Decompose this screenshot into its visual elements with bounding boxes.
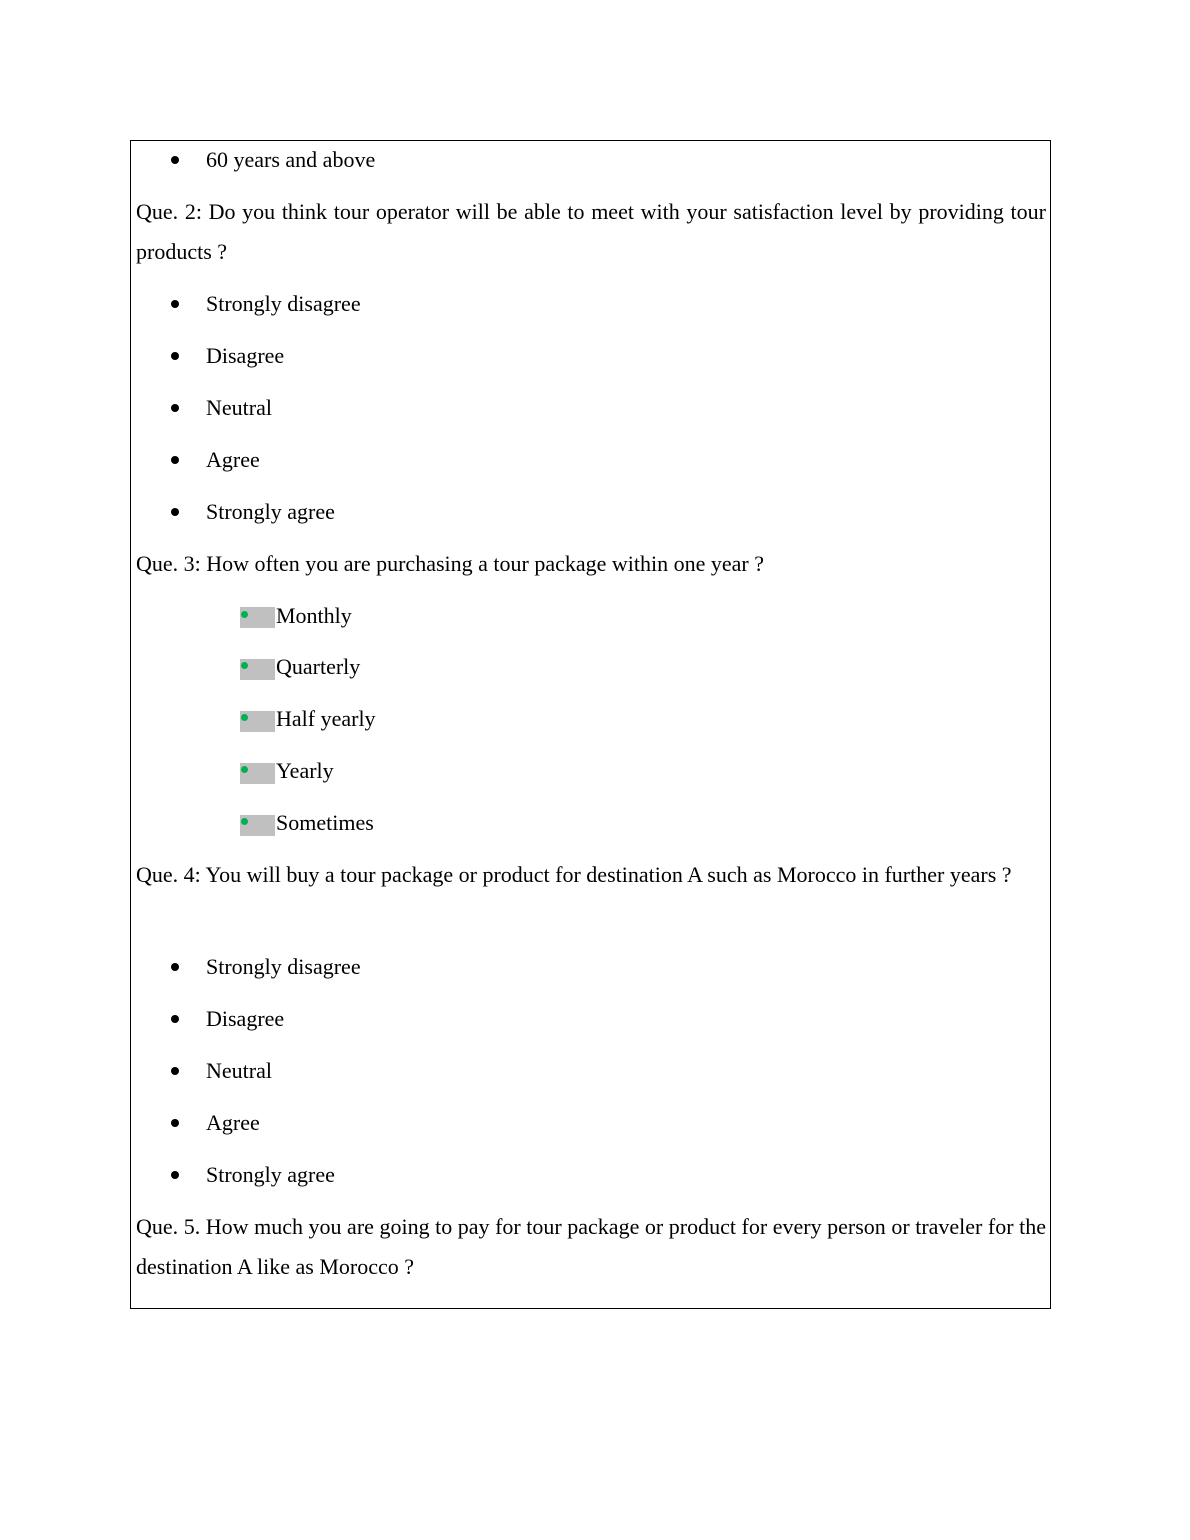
q4-option-strongly-agree: Strongly agree	[206, 1162, 335, 1187]
q3-option-yearly: Yearly	[276, 758, 334, 783]
q4-option-neutral: Neutral	[206, 1058, 272, 1083]
green-bullet-icon	[241, 766, 248, 773]
q2-option-agree: Agree	[206, 447, 260, 472]
bullet-dot-icon	[171, 352, 179, 360]
bullet-dot-icon	[171, 456, 179, 464]
q3-option-quarterly: Quarterly	[276, 654, 361, 679]
q4-option-strongly-disagree: Strongly disagree	[206, 954, 361, 979]
bullet-dot-icon	[171, 1119, 179, 1127]
q3-option-half-yearly: Half yearly	[276, 706, 376, 731]
bullet-dot-icon	[171, 508, 179, 516]
question-3-text: Que. 3: How often you are purchasing a tour package within one year ?	[136, 551, 764, 576]
q4-option-disagree: Disagree	[206, 1006, 285, 1031]
q2-option-strongly-agree: Strongly agree	[206, 499, 335, 524]
bullet-dot-icon	[171, 1171, 179, 1179]
bullet-dot-icon	[171, 404, 179, 412]
q4-option-agree: Agree	[206, 1110, 260, 1135]
q2-option-neutral: Neutral	[206, 395, 272, 420]
question-4-text: Que. 4: You will buy a tour package or product for destination A such as Morocco in further years ?	[136, 862, 1012, 887]
question-5-text: Que. 5. How much you are going to pay for tour package or product for every person or traveler for the destination A like as Morocco ?	[136, 1214, 1046, 1279]
bullet-dot-icon	[171, 1015, 179, 1023]
green-bullet-icon	[241, 662, 248, 669]
q3-option-monthly: Monthly	[276, 603, 352, 628]
bullet-dot-icon	[171, 300, 179, 308]
bullet-dot-icon	[171, 963, 179, 971]
green-bullet-icon	[241, 714, 248, 721]
green-bullet-icon	[241, 818, 248, 825]
q2-option-strongly-disagree: Strongly disagree	[206, 291, 361, 316]
question-2-text: Que. 2: Do you think tour operator will be able to meet with your satisfaction level by providing tour products ?	[136, 199, 1046, 264]
bullet-dot-icon	[171, 156, 179, 164]
green-bullet-icon	[241, 611, 248, 618]
q1-option-60-plus: 60 years and above	[206, 147, 376, 172]
q2-option-disagree: Disagree	[206, 343, 285, 368]
q3-option-sometimes: Sometimes	[276, 810, 374, 835]
bullet-dot-icon	[171, 1067, 179, 1075]
questionnaire-table-cell	[130, 140, 1051, 1309]
